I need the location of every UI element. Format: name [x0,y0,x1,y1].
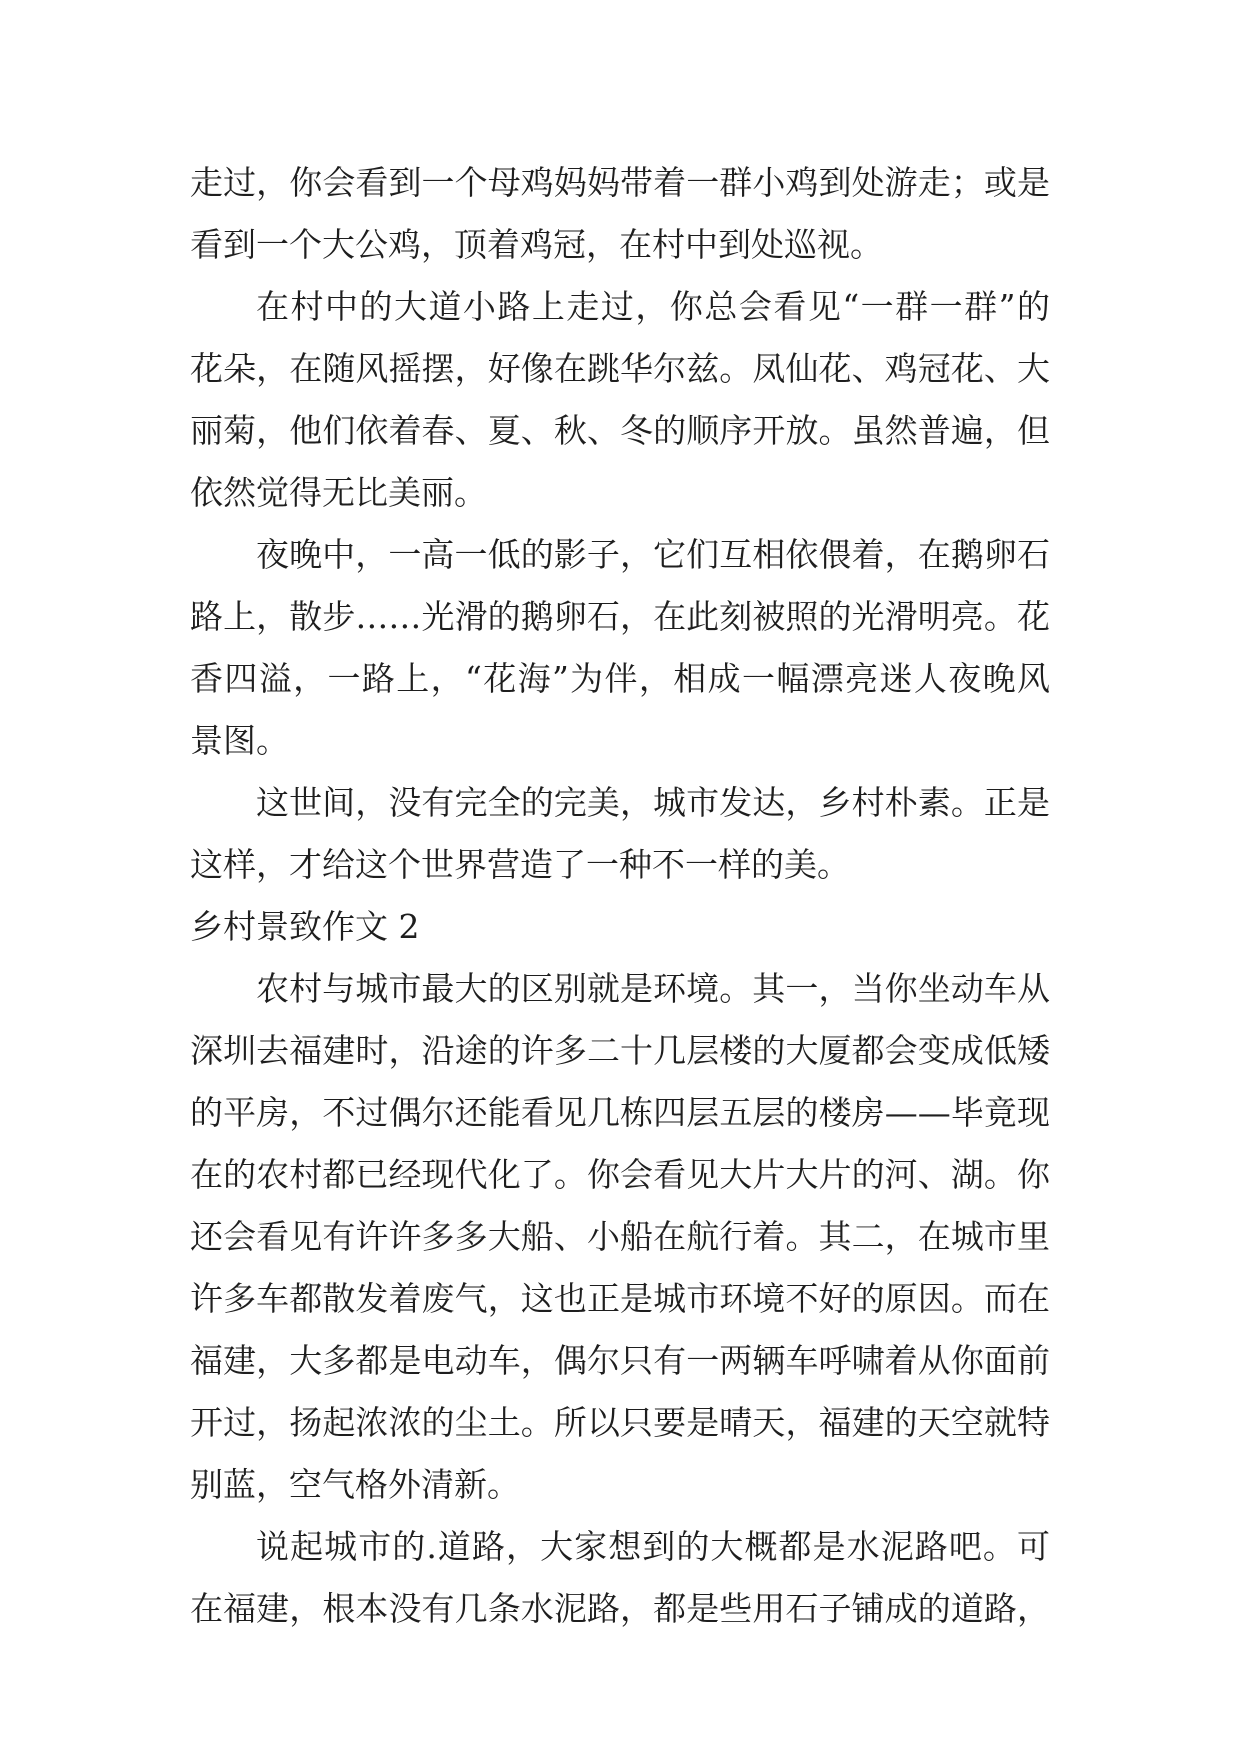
text-line: 说起城市的.道路，大家想到的大概都是水泥路吧。可 [256,1527,1050,1566]
document-page [190,152,1050,1640]
text-line: 在的农村都已经现代化了。你会看见大片大片的河、湖。你 [190,1155,1050,1194]
paragraph [190,958,1050,1516]
text-line: 在村中的大道小路上走过，你总会看见“一群一群”的 [256,287,1050,326]
text-line: 这世间，没有完全的完美，城市发达，乡村朴素。正是 [256,783,1050,822]
text-line: 依然觉得无比美丽。 [190,473,487,512]
text-line: 还会看见有许许多多大船、小船在航行着。其二，在城市里 [190,1217,1050,1256]
text-line: 别蓝，空气格外清新。 [190,1465,520,1504]
text-line: 香四溢，一路上，“花海”为伴，相成一幅漂亮迷人夜晚风 [190,659,1050,698]
text-line: 许多车都散发着废气，这也正是城市环境不好的原因。而在 [190,1279,1050,1318]
text-line: 丽菊，他们依着春、夏、秋、冬的顺序开放。虽然普遍，但 [190,411,1050,450]
paragraph [190,772,1050,896]
section-heading: 乡村景致作文 2 [190,907,420,946]
text-line: 走过，你会看到一个母鸡妈妈带着一群小鸡到处游走；或是 [190,163,1050,202]
text-line: 这样，才给这个世界营造了一种不一样的美。 [190,845,850,884]
text-line: 的平房，不过偶尔还能看见几栋四层五层的楼房——毕竟现 [190,1093,1050,1132]
text-line: 深圳去福建时，沿途的许多二十几层楼的大厦都会变成低矮 [190,1031,1050,1070]
text-line: 开过，扬起浓浓的尘土。所以只要是晴天，福建的天空就特 [190,1403,1050,1442]
text-line: 在福建，根本没有几条水泥路，都是些用石子铺成的道路， [190,1589,1050,1628]
paragraph [190,276,1050,524]
text-line: 路上，散步……光滑的鹅卵石，在此刻被照的光滑明亮。花 [190,597,1050,636]
paragraph [190,1516,1050,1640]
text-line: 花朵，在随风摇摆，好像在跳华尔兹。凤仙花、鸡冠花、大 [190,349,1050,388]
paragraph [190,524,1050,772]
text-line: 看到一个大公鸡，顶着鸡冠，在村中到处巡视。 [190,225,883,264]
paragraph [190,152,1050,276]
text-line: 福建，大多都是电动车，偶尔只有一两辆车呼啸着从你面前 [190,1341,1050,1380]
text-line: 农村与城市最大的区别就是环境。其一，当你坐动车从 [256,969,1050,1008]
text-line: 夜晚中，一高一低的影子，它们互相依偎着，在鹅卵石 [256,535,1050,574]
text-line: 景图。 [190,721,289,760]
